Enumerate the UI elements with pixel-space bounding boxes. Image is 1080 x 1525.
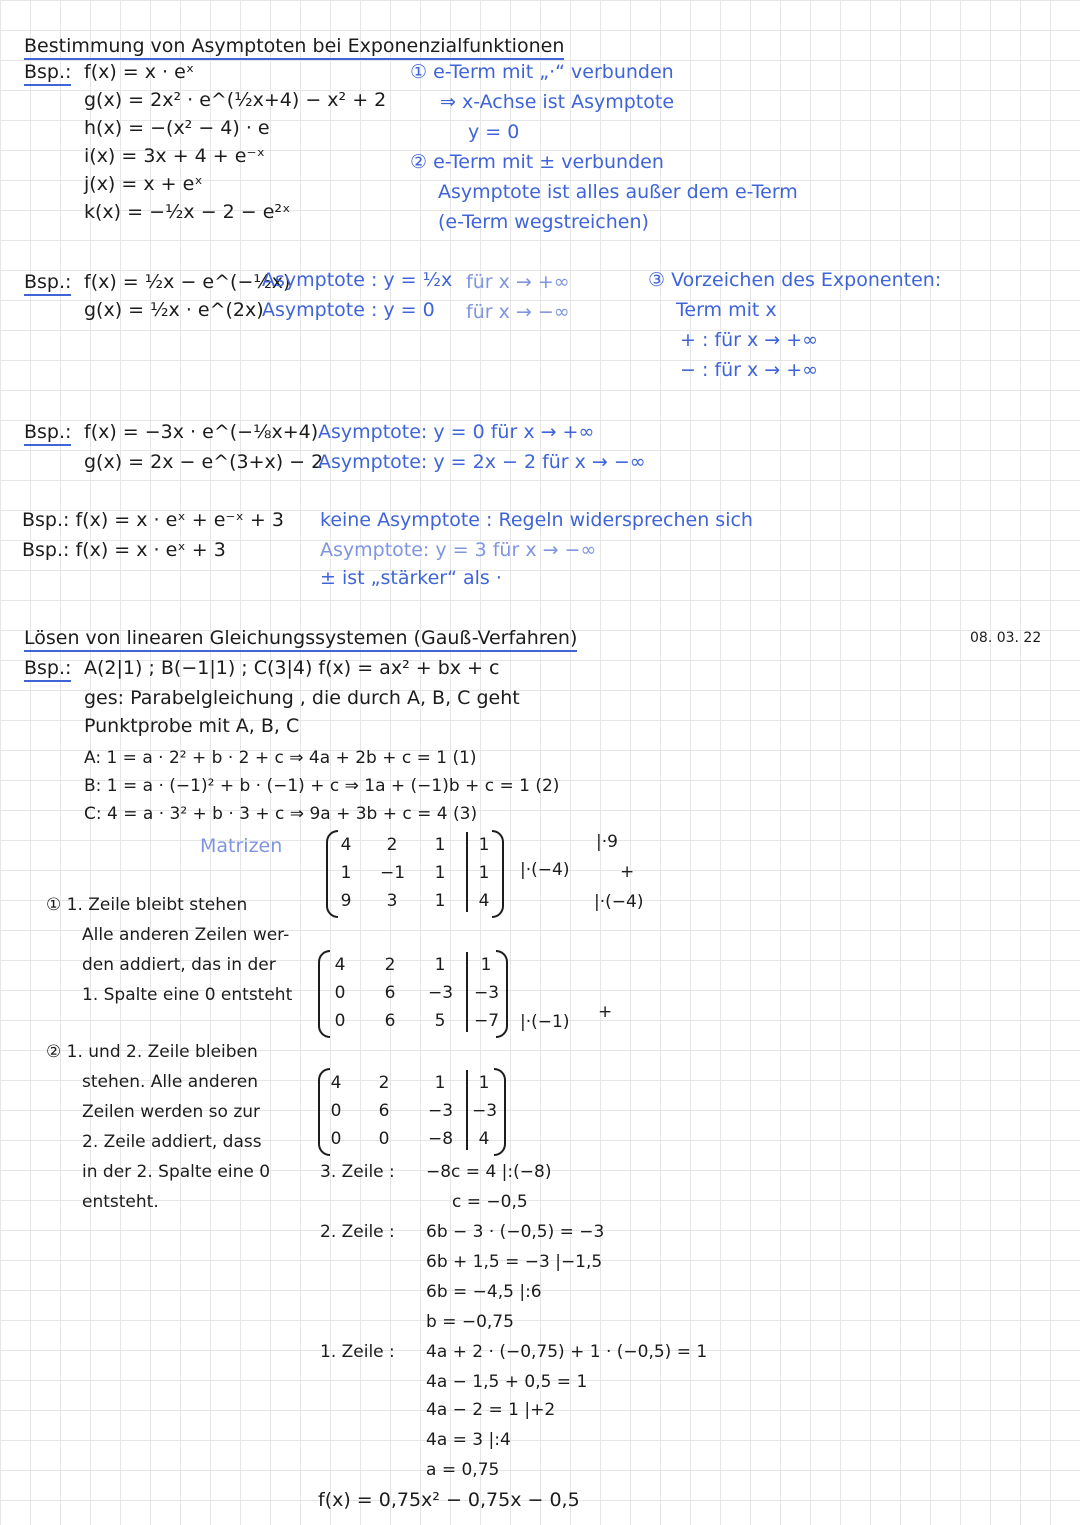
row2-eq4: b = −0,75 (426, 1312, 514, 1332)
m3-cell: 0 (378, 1129, 390, 1149)
m1-cell: −1 (380, 863, 406, 883)
row2-eq3: 6b = −4,5 |:6 (426, 1282, 542, 1302)
section-title-asymptoten: Bestimmung von Asymptoten bei Exponenzialfunktionen (24, 34, 564, 60)
m3-cell: −8 (428, 1129, 454, 1149)
gauss-ges: ges: Parabelgleichung , die durch A, B, C geht (84, 687, 520, 709)
rule1-line3: y = 0 (468, 121, 520, 143)
m3-cell: 1 (434, 1073, 446, 1093)
m3-cell: −3 (428, 1101, 454, 1121)
matrizen-label: Matrizen (200, 835, 283, 857)
bsp-label-3: Bsp.: (24, 420, 71, 446)
step1-line3: den addiert, das in der (82, 955, 276, 975)
row3-eq1: −8c = 4 |:(−8) (426, 1162, 552, 1182)
m1-cell: 1 (434, 863, 446, 883)
m1-op-3: + (620, 862, 635, 882)
m2-cell: 4 (334, 955, 346, 975)
m1-cell: 4 (478, 891, 490, 911)
limit2-f: für x → +∞ (466, 271, 570, 293)
m1-cell: 1 (434, 891, 446, 911)
example2-f: f(x) = ½x − e^(−½x) (84, 271, 291, 293)
rule1-line1: ① e-Term mit „·“ verbunden (410, 61, 674, 83)
m1-op-2: |·9 (596, 832, 618, 852)
row2-eq1: 6b − 3 · (−0,5) = −3 (426, 1222, 605, 1242)
rule2-line1: ② e-Term mit ± verbunden (410, 151, 664, 173)
m1-cell: 4 (340, 835, 352, 855)
example4-2: Bsp.: f(x) = x · eˣ + 3 (22, 539, 226, 561)
limit2-g: für x → −∞ (466, 301, 570, 323)
asymptote2-g: Asymptote : y = 0 (262, 299, 435, 321)
m3-cell: 1 (478, 1073, 490, 1093)
gauss-punktprobe: Punktprobe mit A, B, C (84, 715, 300, 737)
row2-label: 2. Zeile : (320, 1222, 395, 1242)
example3-g: g(x) = 2x − e^(3+x) − 2 (84, 451, 324, 473)
row1-eq1: 4a + 2 · (−0,75) + 1 · (−0,5) = 1 (426, 1342, 708, 1362)
m2-cell: 6 (384, 1011, 396, 1031)
m3-cell: 0 (330, 1101, 342, 1121)
final-result: f(x) = 0,75x² − 0,75x − 0,5 (318, 1489, 580, 1511)
m2-cell: −3 (428, 983, 454, 1003)
m2-cell: 6 (384, 983, 396, 1003)
example4-1: Bsp.: f(x) = x · eˣ + e⁻ˣ + 3 (22, 509, 284, 531)
m1-cell: 2 (386, 835, 398, 855)
step2-line6: entsteht. (82, 1192, 159, 1212)
m1-cell: 1 (434, 835, 446, 855)
m1-cell: 3 (386, 891, 398, 911)
example-i: i(x) = 3x + 4 + e⁻ˣ (84, 145, 265, 167)
row2-eq2: 6b + 1,5 = −3 |−1,5 (426, 1252, 603, 1272)
example-j: j(x) = x + eˣ (84, 173, 203, 195)
m2-cell: −7 (474, 1011, 500, 1031)
step2-line4: 2. Zeile addiert, dass (82, 1132, 262, 1152)
m2-cell: 2 (384, 955, 396, 975)
row1-eq4: 4a = 3 |:4 (426, 1430, 511, 1450)
m2-cell: 1 (434, 955, 446, 975)
bsp-label-2: Bsp.: (24, 270, 71, 296)
bsp-label: Bsp.: (24, 60, 71, 86)
gauss-bsp-label: Bsp.: (24, 656, 71, 682)
row1-eq2: 4a − 1,5 + 0,5 = 1 (426, 1372, 588, 1392)
step2-line5: in der 2. Spalte eine 0 (82, 1162, 271, 1182)
step1-line2: Alle anderen Zeilen wer- (82, 925, 290, 945)
gauss-title: Lösen von linearen Gleichungssystemen (Gauß-Verfahren) (24, 626, 577, 652)
rule3-line3: + : für x → +∞ (680, 329, 818, 351)
row1-eq5: a = 0,75 (426, 1460, 500, 1480)
row1-eq3: 4a − 2 = 1 |+2 (426, 1400, 556, 1420)
m2-cell: 1 (480, 955, 492, 975)
m3-cell: 0 (330, 1129, 342, 1149)
row3-eq2: c = −0,5 (452, 1192, 528, 1212)
rule3-line1: ③ Vorzeichen des Exponenten: (648, 269, 942, 291)
note4-1: keine Asymptote : Regeln widersprechen sich (320, 509, 753, 531)
rule2-line3: (e-Term wegstreichen) (438, 211, 649, 233)
example-f: f(x) = x · eˣ (84, 61, 195, 83)
example2-g: g(x) = ½x · e^(2x) (84, 299, 264, 321)
step1-line1: ① 1. Zeile bleibt stehen (46, 895, 248, 915)
equation-c: C: 4 = a · 3² + b · 3 + c ⇒ 9a + 3b + c = 4 (3) (84, 804, 478, 824)
example-h: h(x) = −(x² − 4) · e (84, 117, 270, 139)
m3-cell: 2 (378, 1073, 390, 1093)
m2-cell: −3 (474, 983, 500, 1003)
rule1-line2: ⇒ x-Achse ist Asymptote (440, 91, 675, 113)
m1-cell: 1 (478, 835, 490, 855)
example-g: g(x) = 2x² · e^(½x+4) − x² + 2 (84, 89, 387, 111)
m1-op-1: |·(−4) (520, 860, 570, 880)
m2-cell: 0 (334, 1011, 346, 1031)
m3-cell: 6 (378, 1101, 390, 1121)
m2-op-1: |·(−1) (520, 1012, 570, 1032)
rule3-line4: − : für x → +∞ (680, 359, 818, 381)
step2-line3: Zeilen werden so zur (82, 1102, 261, 1122)
row3-label: 3. Zeile : (320, 1162, 395, 1182)
m3-cell: 4 (330, 1073, 342, 1093)
example-k: k(x) = −½x − 2 − e²ˣ (84, 201, 291, 223)
equation-b: B: 1 = a · (−1)² + b · (−1) + c ⇒ 1a + (−1)b + c = 1 (2) (84, 776, 560, 796)
m3-cell: −3 (472, 1101, 498, 1121)
m3-cell: 4 (478, 1129, 490, 1149)
gauss-points: A(2|1) ; B(−1|1) ; C(3|4) f(x) = ax² + bx + c (84, 657, 500, 679)
m2-cell: 0 (334, 983, 346, 1003)
equation-a: A: 1 = a · 2² + b · 2 + c ⇒ 4a + 2b + c = 1 (1) (84, 748, 477, 768)
note4-2: Asymptote: y = 3 für x → −∞ (320, 539, 597, 561)
m1-cell: 1 (340, 863, 352, 883)
row1-label: 1. Zeile : (320, 1342, 395, 1362)
m2-cell: 5 (434, 1011, 446, 1031)
m2-op-2: + (598, 1002, 613, 1022)
rule2-line2: Asymptote ist alles außer dem e-Term (438, 181, 798, 203)
step2-line2: stehen. Alle anderen (82, 1072, 259, 1092)
asymptote3-f: Asymptote: y = 0 für x → +∞ (318, 421, 595, 443)
date: 08. 03. 22 (970, 630, 1042, 646)
m1-op-4: |·(−4) (594, 892, 644, 912)
step1-line4: 1. Spalte eine 0 entsteht (82, 985, 293, 1005)
m1-cell: 1 (478, 863, 490, 883)
m1-cell: 9 (340, 891, 352, 911)
step2-line1: ② 1. und 2. Zeile bleiben (46, 1042, 258, 1062)
note4-3: ± ist „stärker“ als · (320, 567, 502, 589)
rule3-line2: Term mit x (676, 299, 777, 321)
asymptote2-f: Asymptote : y = ½x (262, 269, 453, 291)
asymptote3-g: Asymptote: y = 2x − 2 für x → −∞ (318, 451, 646, 473)
example3-f: f(x) = −3x · e^(−⅛x+4) (84, 421, 319, 443)
